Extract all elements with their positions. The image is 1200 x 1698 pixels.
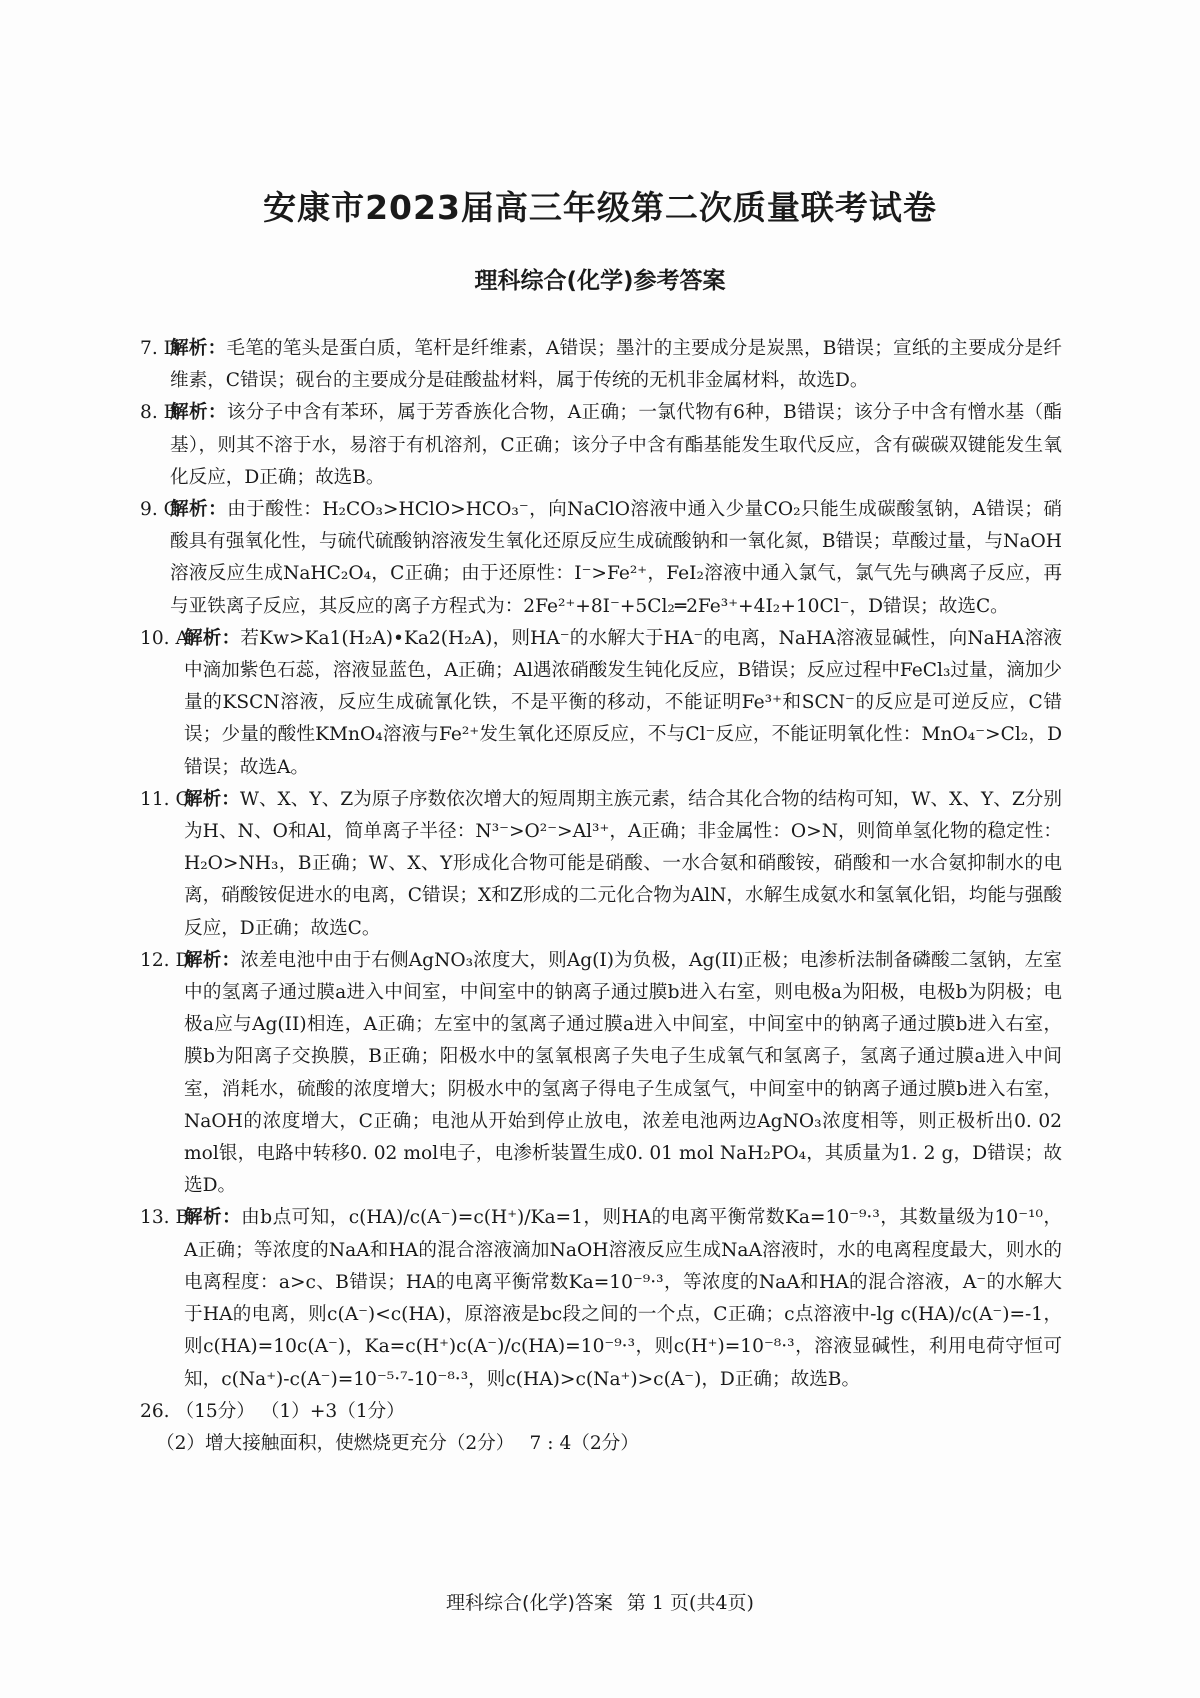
answer-number: 7. D bbox=[140, 338, 179, 359]
answer-item-7 bbox=[140, 333, 1062, 397]
analysis-text: 若Kw>Ka1(H₂A)•Ka2(H₂A)，则HA⁻的水解大于HA⁻的电离，NaHA溶液显碱性，向NaHA溶液中滴加紫色石蕊，溶液显蓝色，A正确；Al遇浓硝酸发生钝化反应，B错误；反应过程中FeCl₃过量，滴加少量的KSCN溶液，反应生成硫氰化铁，不是平衡的移动，不能证明Fe³⁺和SCN⁻的反应是可逆反应，C错误；少量的酸性KMnO₄溶液与Fe²⁺发生氧化还原反应，不与Cl⁻反应，不能证明氧化性：MnO₄⁻>Cl₂，D错误；故选A。 bbox=[184, 627, 1062, 778]
answer-body bbox=[140, 333, 1062, 1460]
answer-item-11 bbox=[140, 784, 1062, 945]
analysis-label: 解析： bbox=[184, 788, 240, 810]
answer-item-26-line2: （2）增大接触面积，使燃烧更充分（2分） 7 : 4（2分） bbox=[156, 1432, 639, 1454]
exam-subtitle: 理科综合(化学)参考答案 bbox=[474, 268, 726, 294]
answer-number: 13. B bbox=[140, 1207, 190, 1229]
analysis-text: 由b点可知，c(HA)/c(A⁻)=c(H⁺)/Ka=1，则HA的电离平衡常数Ka=10⁻⁹·³，其数量级为10⁻¹⁰，A正确；等浓度的NaA和HA的混合溶液滴加NaOH溶液反应生成NaA溶液时，水的电离程度最大，则水的电离程度：a>c、B错误；HA的电离平衡常数Ka=10⁻⁹·³，等浓度的NaA和HA的混合溶液，A⁻的水解大于HA的电离，则c(A⁻)<c(HA)，原溶液是bc段之间的一个点，C正确；c点溶液中-lg c(HA)/c(A⁻)=-1，则c(HA)=10c(A⁻)，Ka=c(H⁺)c(A⁻)/c(HA)=10⁻⁹·³，则c(H⁺)=10⁻⁸·³，溶液显碱性，利用电荷守恒可知，c(Na⁺)-c(A⁻)=10⁻⁵·⁷-10⁻⁸·³，则c(HA)>c(Na⁺)>c(A⁻)，D正确；故选B。 bbox=[184, 1207, 1062, 1390]
answer-item-13 bbox=[140, 1202, 1062, 1395]
analysis-text: W、X、Y、Z为原子序数依次增大的短周期主族元素，结合其化合物的结构可知，W、X、Y、Z分别为H、N、O和Al，简单离子半径：N³⁻>O²⁻>Al³⁺，A正确；非金属性：O>N，则简单氢化物的稳定性：H₂O>NH₃，B正确；W、X、Y形成化合物可能是硝酸、一水合氨和硝酸铵，硝酸和一水合氨抑制水的电离，硝酸铵促进水的电离，C错误；X和Z形成的二元化合物为AlN，水解生成氨水和氢氧化铝，均能与强酸反应，D正确；故选C。 bbox=[184, 788, 1062, 939]
footer-label: 理科综合(化学)答案 bbox=[446, 1592, 613, 1614]
analysis-label: 解析： bbox=[184, 627, 241, 649]
answer-item-9 bbox=[140, 494, 1062, 623]
answer-number: 11. C bbox=[140, 788, 190, 810]
analysis-label: 解析： bbox=[184, 1207, 242, 1229]
footer-page-number: 第 1 页(共4页) bbox=[626, 1592, 754, 1614]
analysis-label: 解析： bbox=[184, 949, 241, 971]
answer-item-8 bbox=[140, 397, 1062, 494]
analysis-label: 解析： bbox=[170, 402, 227, 424]
analysis-text: 由于酸性：H₂CO₃>HClO>HCO₃⁻，向NaClO溶液中通入少量CO₂只能生成碳酸氢钠，A错误；硝酸具有强氧化性，与硫代硫酸钠溶液发生氧化还原反应生成硫酸钠和一氧化氮，B错误；草酸过量，与NaOH溶液反应生成NaHC₂O₄，C正确；由于还原性：I⁻>Fe²⁺，FeI₂溶液中通入氯气，氯气先与碘离子反应，再与亚铁离子反应，其反应的离子方程式为：2Fe²⁺+8I⁻+5Cl₂═2Fe³⁺+4I₂+10Cl⁻，D错误；故选C。 bbox=[170, 499, 1062, 617]
page-footer bbox=[0, 1588, 1200, 1615]
answer-number: 10. A bbox=[140, 627, 189, 649]
analysis-label: 解析： bbox=[170, 499, 228, 521]
answer-number: 8. B bbox=[140, 402, 178, 424]
answer-number: 9. C bbox=[140, 499, 178, 521]
answer-item-12 bbox=[140, 945, 1062, 1203]
analysis-text: 该分子中含有苯环，属于芳香族化合物，A正确；一氯代物有6种，B错误；该分子中含有憎水基（酯基），则其不溶于水，易溶于有机溶剂，C正确；该分子中含有酯基能发生取代反应，含有碳碳双键能发生氧化反应，D正确；故选B。 bbox=[170, 402, 1062, 488]
analysis-label: 解析： bbox=[170, 338, 227, 359]
analysis-text: 毛笔的笔头是蛋白质，笔杆是纤维素，A错误；墨汁的主要成分是炭黑，B错误；宣纸的主要成分是纤维素，C错误；砚台的主要成分是硅酸盐材料，属于传统的无机非金属材料，故选D。 bbox=[170, 338, 1062, 392]
exam-title: 安康市2023届高三年级第二次质量联考试卷 bbox=[263, 188, 937, 227]
answer-item-10 bbox=[140, 623, 1062, 784]
analysis-text: 浓差电池中由于右侧AgNO₃浓度大，则Ag(I)为负极，Ag(II)正极；电渗析法制备磷酸二氢钠，左室中的氢离子通过膜a进入中间室，中间室中的钠离子通过膜b进入右室，则电极a为阳极，电极b为阴极；电极a应与Ag(II)相连，A正确；左室中的氢离子通过膜a进入中间室，中间室中的钠离子通过膜b进入右室，膜b为阳离子交换膜，B正确；阳极水中的氢氧根离子失电子生成氧气和氢离子，氢离子通过膜a进入中间室，消耗水，硫酸的浓度增大；阴极水中的氢离子得电子生成氢气，中间室中的钠离子通过膜b进入右室，NaOH的浓度增大，C正确；电池从开始到停止放电，浓差电池两边AgNO₃浓度相等，则正极析出0. 02 mol银，电路中转移0. 02 mol电子，电渗析装置生成0. 01 mol NaH₂PO₄，其质量为1. 2 g，D错误；故选D。 bbox=[184, 949, 1062, 1197]
answer-item-26-line1: 26. （15分） （1）+3（1分） bbox=[140, 1400, 405, 1422]
answer-number: 12. D bbox=[140, 949, 191, 971]
